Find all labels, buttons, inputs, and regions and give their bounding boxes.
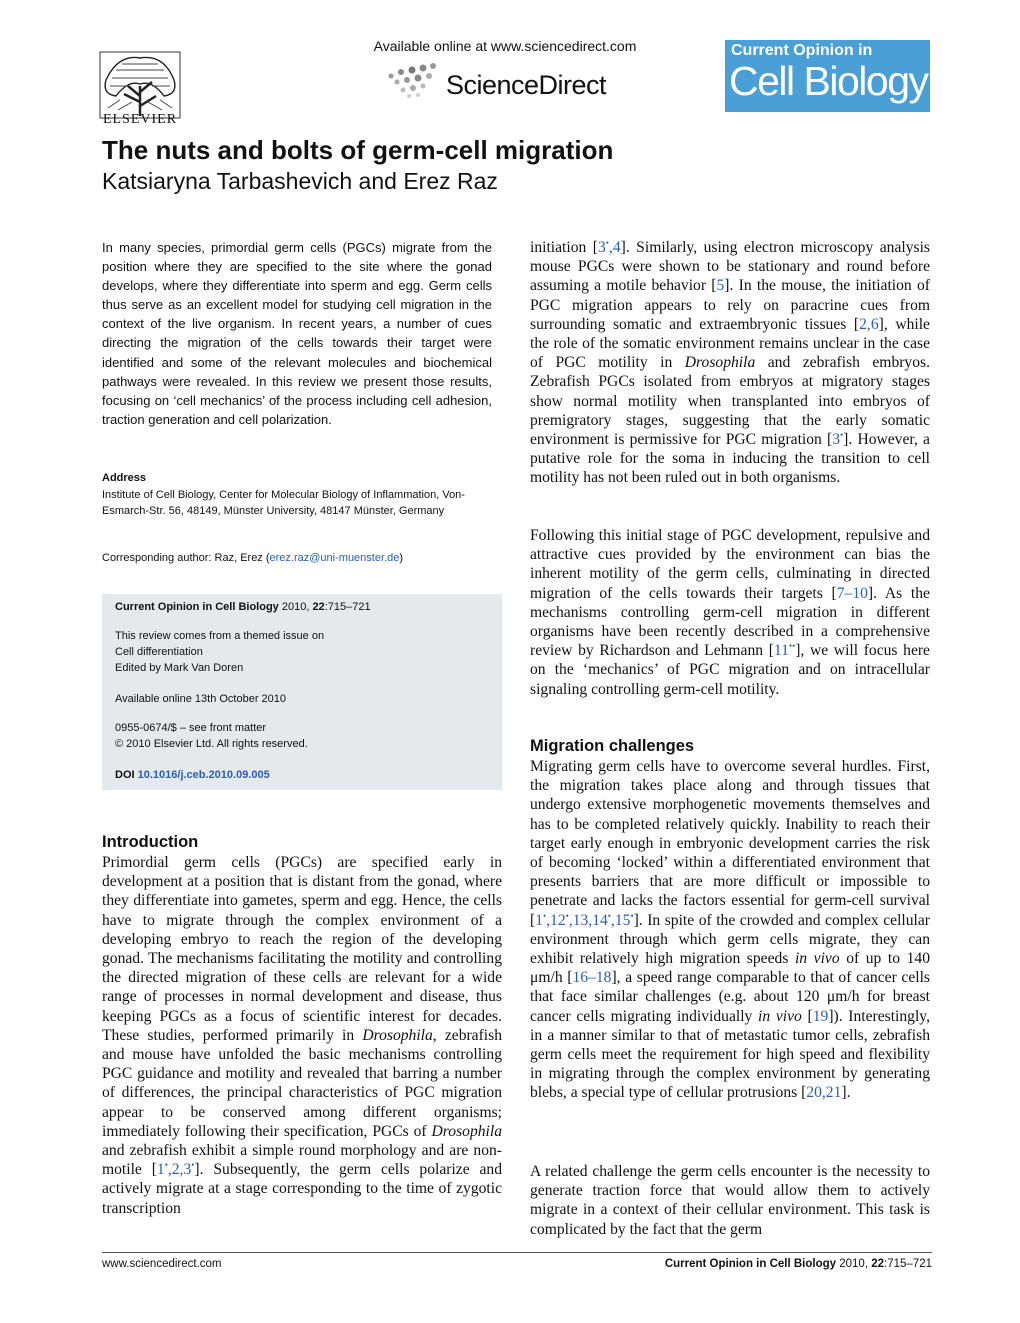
address-text: Institute of Cell Biology, Center for Molecular Biology of Inflammation, Von-Esmarch-Str. 56, 48149, Münster University, 48147 Münster, Germany [102, 489, 465, 517]
info-editor: Edited by Mark Van Doren [115, 662, 244, 674]
info-available: Available online 13th October 2010 [115, 693, 287, 705]
info-issn: 0955-0674/$ – see front matter [115, 722, 267, 734]
footer-website[interactable]: www.sciencedirect.com [102, 1258, 222, 1270]
introduction-text: Primordial germ cells (PGCs) are specified early in development at a position that is distant from the gonad, where they differentiate into gametes, sperm and egg. Hence, the cells have to migrate through the complex environment of a developing embryo to reach the region of the developing gonad. The mechanisms facilitating the motility and controlling the directed migration of these cells are relevant for a wide range of processes in normal development and disease, thus keeping PGCs as a focus of scientific interest for decades. These studies, performed primarily in Drosophila, zebrafish and mouse have unfolded the basic mechanisms controlling PGC guidance and motility and revealed that barring a number of differences, the principal characteristics of PGC migration appear to be conserved among different organisms; immediately following their specification, PGCs of Drosophila and zebrafish exhibit a simple round morphology and are non-motile [1•,2,3•]. Subsequently, the germ cells polarize and actively migrate at a stage corresponding to the time of zygotic transcription [102, 854, 502, 1217]
corresponding-prefix: Corresponding author: Raz, Erez ( [102, 552, 270, 564]
footer-pages: :715–721 [884, 1258, 932, 1270]
doi-label: DOI [115, 769, 135, 781]
info-journal: Current Opinion in Cell Biology [115, 601, 279, 613]
info-volume: 22 [312, 601, 325, 613]
article-authors: Katsiaryna Tarbashevich and Erez Raz [102, 168, 498, 194]
footer-volume: 22 [871, 1258, 885, 1270]
migration-challenges-paragraph-2: A related challenge the germ cells encounter is the necessity to generate traction force that would allow them to actively migrate in a context of their cellular environment. This task is complicated by the fact that the germ [530, 1163, 930, 1238]
article-title: The nuts and bolts of germ-cell migration [102, 135, 614, 165]
doi-link[interactable]: 10.1016/j.ceb.2010.09.005 [137, 769, 270, 781]
info-year: 2010, [281, 601, 310, 613]
section-heading-introduction: Introduction [102, 833, 199, 851]
footer-divider [102, 1252, 932, 1253]
info-copyright: © 2010 Elsevier Ltd. All rights reserved. [115, 738, 308, 750]
abstract: In many species, primordial germ cells (PGCs) migrate from the position where they are specified to the site where the gonad develops, where they differentiate into sperm and egg. Germ cells thus serve as an excellent model for studying cell migration in the context of the live organism. In recent years, a number of cues directing the migration of the cells towards their target were identified and some of the relevant molecules and biochemical pathways were revealed. In this review we present those results, focusing on ‘cell mechanics’ of the process including cell adhesion, traction generation and cell polarization. [102, 240, 492, 427]
section-heading-migration-challenges: Migration challenges [530, 737, 695, 755]
right-column-paragraph-2: Following this initial stage of PGC development, repulsive and attractive cues provided by the environment can bias the inherent motility of the germ cells, culminating in directed migration of the cells towards their targets [7–10]. As the mechanisms controlling germ-cell migration in different organisms have been recently described in a comprehensive review by Richardson and Lehmann [11••], we will focus here on the ‘mechanics’ of PGC migration and on intracellular signaling controlling germ-cell motility. [530, 527, 930, 698]
info-theme-line1: This review comes from a themed issue on [115, 630, 325, 642]
footer-journal: Current Opinion in Cell Biology [664, 1258, 837, 1270]
info-theme-line2: Cell differentiation [115, 646, 203, 658]
migration-challenges-paragraph-1: Migrating germ cells have to overcome several hurdles. First, the migration takes place along and through tissues that undergo extensive morphogenetic movements themselves and has to be completed relatively quickly. Inability to reach their target early enough in embryonic development carries the risk of becoming ‘locked’ within a differentiated environment that presents barriers that are more difficult or impossible to penetrate and lacks the factors essential for germ-cell survival [1•,12•,13,14•,15•]. In spite of the crowded and complex cellular environment through which germ cells migrate, they can exhibit relatively high migration speeds in vivo of up to 140 μm/h [16–18], a speed range comparable to that of cancer cells that face similar challenges (e.g. about 120 μm/h for breast cancer cells migrating individually in vivo [19]). Interestingly, in a manner similar to that of metastatic tumor cells, zebrafish germ cells meet the requirement for high speed and flexibility in migrating through the complex environment by generating blebs, a special type of cellular protrusions [20,21]. [530, 758, 930, 1102]
publisher-name: ELSEVIER [102, 112, 178, 127]
footer-citation [640, 1258, 932, 1270]
journal-badge-line1: Current Opinion in [731, 42, 873, 59]
right-column-paragraph-1: initiation [3•,4]. Similarly, using electron microscopy analysis mouse PGCs were shown to be stationary and round before assuming a motile behavior [5]. In the mouse, the initiation of PGC migration appears to rely on paracrine cues from surrounding somatic and extraembryonic tissues [2,6], while the role of the somatic environment remains unclear in the case of PGC motility in Drosophila and zebrafish embryos. Zebrafish PGCs isolated from embryos at migratory stages show normal motility when transplanted into embryos of premigratory stages, suggesting that the early somatic environment is permissive for PGC migration [3•]. However, a putative role for the soma in inducing the transition to cell motility has not been ruled out in both organisms. [530, 237, 930, 487]
info-doi [115, 767, 270, 783]
author-email-link[interactable]: erez.raz@uni-muenster.de [269, 552, 400, 564]
address-label: Address [102, 472, 147, 484]
footer-year: 2010, [839, 1258, 869, 1270]
corresponding-author [102, 552, 502, 564]
journal-badge-line2: Cell Biology [729, 58, 928, 104]
corresponding-suffix: ) [399, 552, 403, 564]
sciencedirect-wordmark[interactable]: ScienceDirect [446, 70, 607, 100]
available-online-text: Available online at www.sciencedirect.com [373, 38, 637, 54]
info-citation [115, 599, 371, 615]
info-pages: :715–721 [324, 601, 371, 613]
